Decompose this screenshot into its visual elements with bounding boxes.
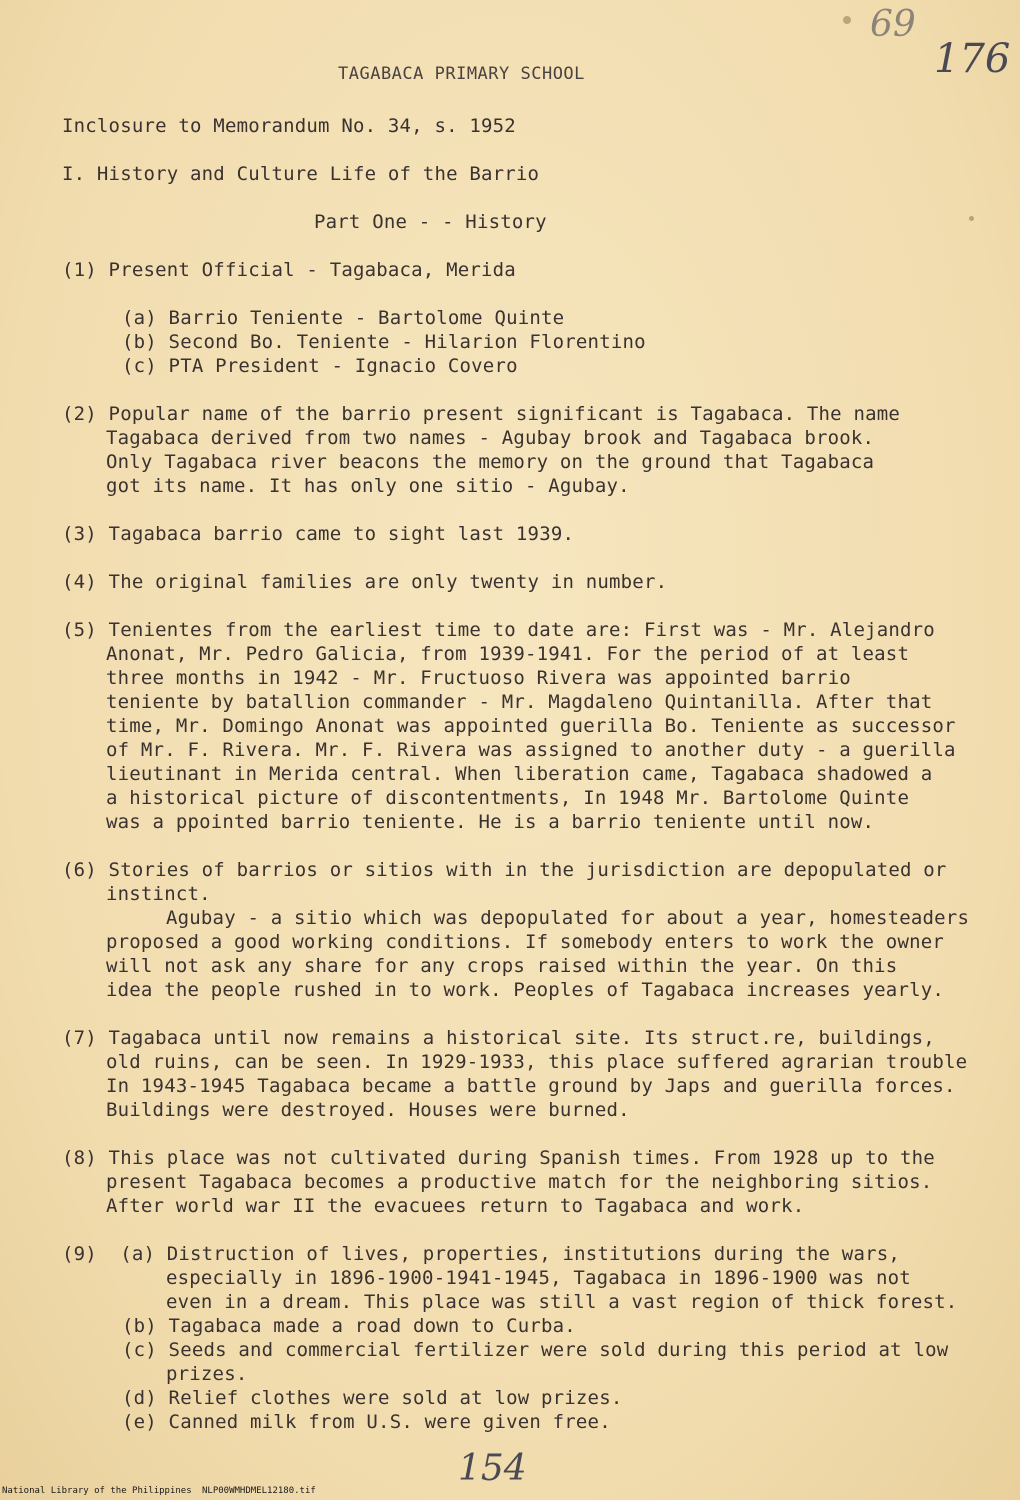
item-6-line: proposed a good working conditions. If somebody enters to work the owner bbox=[106, 931, 945, 953]
item-3: (3) Tagabaca barrio came to sight last 1939. bbox=[62, 523, 575, 545]
item-1c: (c) PTA President - Ignacio Covero bbox=[122, 355, 518, 377]
item-7-line: Buildings were destroyed. Houses were burned. bbox=[106, 1099, 630, 1121]
item-2-line: got its name. It has only one sitio - Agubay. bbox=[106, 475, 630, 497]
item-9-line: prizes. bbox=[166, 1363, 248, 1385]
item-9-line: (9) (a) Distruction of lives, properties, institutions during the wars, bbox=[62, 1243, 901, 1265]
item-9-line: especially in 1896-1900-1941-1945, Tagabaca in 1896-1900 was not bbox=[166, 1267, 911, 1289]
item-6-line: Agubay - a sitio which was depopulated for about a year, homesteaders bbox=[166, 907, 970, 929]
item-1: (1) Present Official - Tagabaca, Merida bbox=[62, 259, 516, 281]
item-9-line: even in a dream. This place was still a vast region of thick forest. bbox=[166, 1291, 958, 1313]
ink-speck bbox=[969, 216, 974, 221]
item-5-line: (5) Tenientes from the earliest time to date are: First was - Mr. Alejandro bbox=[62, 619, 935, 641]
item-9-line: (d) Relief clothes were sold at low prizes. bbox=[122, 1387, 623, 1409]
memo-reference: Inclosure to Memorandum No. 34, s. 1952 bbox=[62, 115, 516, 137]
item-5-line: a historical picture of discontentments, In 1948 Mr. Bartolome Quinte bbox=[106, 787, 910, 809]
item-1a: (a) Barrio Teniente - Bartolome Quinte bbox=[122, 307, 565, 329]
item-8-line: (8) This place was not cultivated during Spanish times. From 1928 up to the bbox=[62, 1147, 935, 1169]
section-heading: I. History and Culture Life of the Barrio bbox=[62, 163, 540, 185]
item-6-line: will not ask any share for any crops raised within the year. On this bbox=[106, 955, 898, 977]
item-5-line: three months in 1942 - Mr. Fructuoso Rivera was appointed barrio bbox=[106, 667, 851, 689]
pencil-number: 69 bbox=[870, 4, 916, 45]
item-6-line: instinct. bbox=[106, 883, 211, 905]
item-5-line: Anonat, Mr. Pedro Galicia, from 1939-1941. For the period of at least bbox=[106, 643, 910, 665]
part-heading: Part One - - History bbox=[314, 211, 547, 233]
handwritten-page-number: 154 bbox=[458, 1448, 527, 1489]
item-8-line: After world war II the evacuees return to Tagabaca and work. bbox=[106, 1195, 805, 1217]
item-8-line: present Tagabaca becomes a productive match for the neighboring sitios. bbox=[106, 1171, 933, 1193]
item-2-line: Tagabaca derived from two names - Agubay brook and Tagabaca brook. bbox=[106, 427, 875, 449]
item-2-line: (2) Popular name of the barrio present significant is Tagabaca. The name bbox=[62, 403, 901, 425]
item-9-line: (c) Seeds and commercial fertilizer were sold during this period at low bbox=[122, 1339, 949, 1361]
item-6-line: idea the people rushed in to work. Peoples of Tagabaca increases yearly. bbox=[106, 979, 945, 1001]
item-7-line: In 1943-1945 Tagabaca became a battle ground by Japs and guerilla forces. bbox=[106, 1075, 956, 1097]
item-1b: (b) Second Bo. Teniente - Hilarion Florentino bbox=[122, 331, 646, 353]
item-7-line: (7) Tagabaca until now remains a historical site. Its struct.re, buildings, bbox=[62, 1027, 935, 1049]
footer-file-id: NLP00WMHDMEL12180.tif bbox=[202, 1486, 316, 1496]
item-7-line: old ruins, can be seen. In 1929-1933, this place suffered agrarian trouble bbox=[106, 1051, 968, 1073]
item-5-line: of Mr. F. Rivera. Mr. F. Rivera was assigned to another duty - a guerilla bbox=[106, 739, 956, 761]
item-5-line: was a ppointed barrio teniente. He is a barrio teniente until now. bbox=[106, 811, 875, 833]
item-5-line: lieutinant in Merida central. When liberation came, Tagabaca shadowed a bbox=[106, 763, 933, 785]
ink-speck bbox=[843, 16, 851, 24]
document-title: TAGABACA PRIMARY SCHOOL bbox=[338, 64, 585, 84]
item-5-line: time, Mr. Domingo Anonat was appointed guerilla Bo. Teniente as successor bbox=[106, 715, 956, 737]
item-5-line: teniente by batallion commander - Mr. Magdaleno Quintanilla. After that bbox=[106, 691, 933, 713]
item-6-line: (6) Stories of barrios or sitios with in the jurisdiction are depopulated or bbox=[62, 859, 947, 881]
item-2-line: Only Tagabaca river beacons the memory on the ground that Tagabaca bbox=[106, 451, 875, 473]
item-9-line: (e) Canned milk from U.S. were given free. bbox=[122, 1411, 611, 1433]
page-mark: 176 bbox=[934, 36, 1011, 82]
item-9-line: (b) Tagabaca made a road down to Curba. bbox=[122, 1315, 576, 1337]
item-4: (4) The original families are only twenty in number. bbox=[62, 571, 668, 593]
footer-library: National Library of the Philippines bbox=[2, 1486, 192, 1496]
